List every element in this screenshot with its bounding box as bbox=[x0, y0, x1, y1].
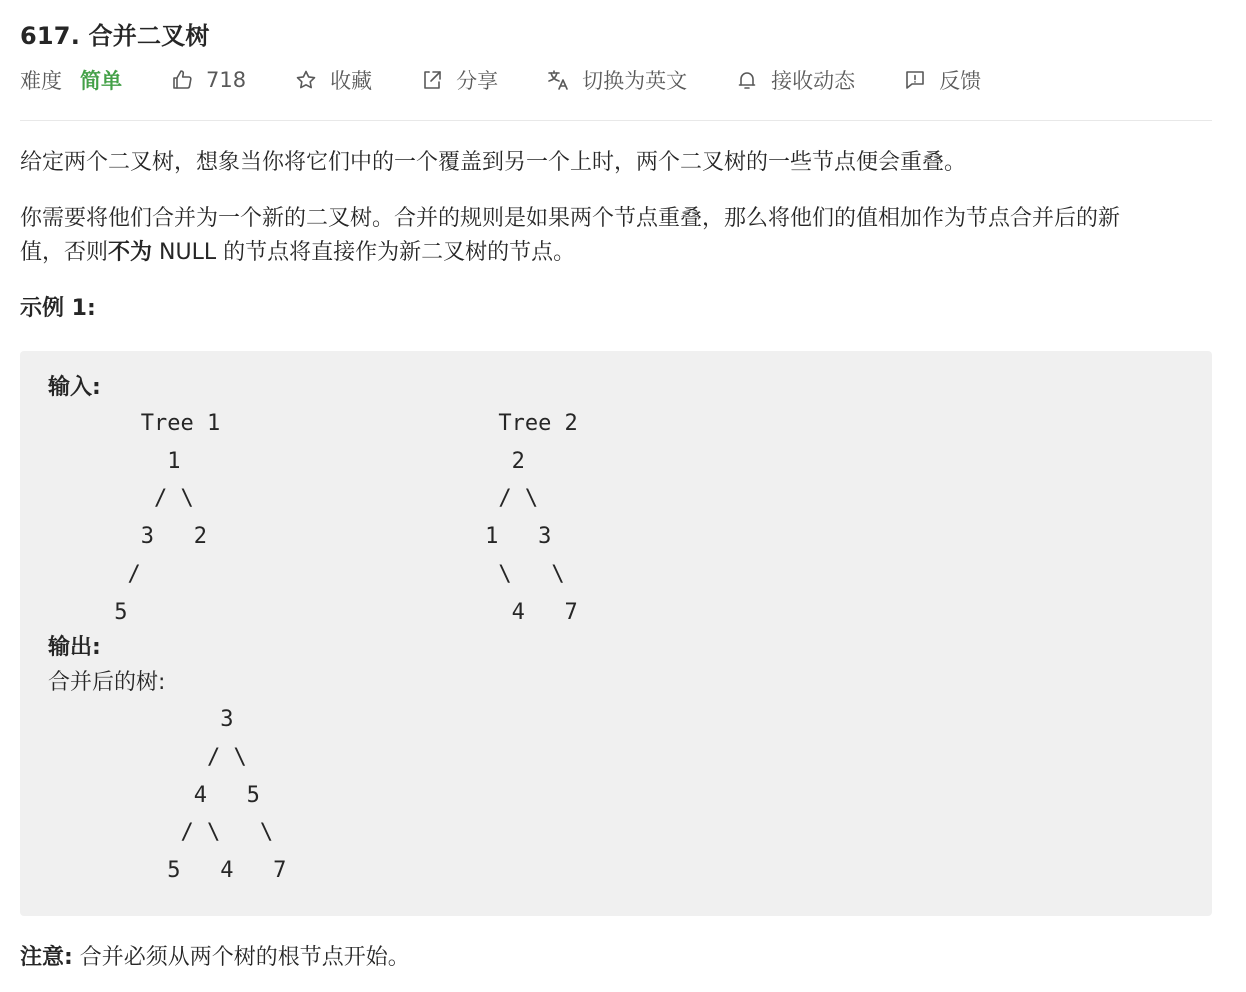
translate-label: 切换为英文 bbox=[582, 69, 688, 93]
bell-icon bbox=[735, 68, 759, 92]
feedback-icon bbox=[903, 68, 927, 92]
input-trees: Tree 1 Tree 2 1 2 / \ / \ 3 2 1 3 / \ \ 5 4 7 bbox=[114, 411, 578, 625]
subscribe-label: 接收动态 bbox=[771, 69, 856, 93]
input-label: 输入: bbox=[48, 375, 101, 400]
share-icon bbox=[420, 68, 444, 92]
subscribe-button[interactable] bbox=[735, 65, 855, 95]
problem-meta-bar bbox=[20, 63, 1212, 97]
problem-title: 617. 合并二叉树 bbox=[20, 22, 210, 50]
note bbox=[20, 941, 1212, 975]
favorite-button[interactable] bbox=[294, 65, 372, 95]
description-paragraph-2 bbox=[20, 202, 1212, 270]
description-paragraph-2-line-2-start: 值，否则 bbox=[20, 240, 109, 265]
like-button[interactable] bbox=[170, 68, 246, 92]
share-button[interactable] bbox=[420, 65, 498, 95]
description-paragraph-1: 给定两个二叉树，想象当你将它们中的一个覆盖到另一个上时，两个二叉树的一些节点便会重叠。 bbox=[20, 150, 967, 175]
note-text: 合并必须从两个树的根节点开始。 bbox=[72, 945, 410, 970]
thumbs-up-icon bbox=[170, 68, 194, 92]
translate-icon bbox=[546, 68, 570, 92]
favorite-label: 收藏 bbox=[330, 69, 373, 93]
translate-button[interactable] bbox=[546, 65, 687, 95]
like-count: 718 bbox=[206, 68, 247, 92]
feedback-button[interactable] bbox=[903, 65, 981, 95]
description-paragraph-2-line-1: 你需要将他们合并为一个新的二叉树。合并的规则是如果两个节点重叠，那么将他们的值相加作为节点合并后的新 bbox=[20, 206, 1121, 231]
merged-tree: 3 / \ 4 5 / \ \ 5 4 7 bbox=[167, 707, 287, 884]
note-label: 注意: bbox=[20, 945, 73, 970]
merged-tree-label: 合并后的树: bbox=[48, 670, 166, 696]
feedback-label: 反馈 bbox=[939, 69, 982, 93]
share-label: 分享 bbox=[456, 69, 499, 93]
example-code-block bbox=[20, 351, 1212, 916]
difficulty-value: 简单 bbox=[80, 69, 122, 93]
description-paragraph-2-line-2-end: NULL 的节点将直接作为新二叉树的节点。 bbox=[152, 240, 576, 265]
difficulty bbox=[20, 65, 122, 95]
difficulty-label: 难度 bbox=[20, 69, 62, 93]
divider bbox=[20, 120, 1212, 121]
description-bold-text: 不为 bbox=[108, 240, 153, 265]
star-icon bbox=[294, 68, 318, 92]
example-heading: 示例 1: bbox=[20, 296, 96, 321]
output-label: 输出: bbox=[48, 635, 101, 661]
